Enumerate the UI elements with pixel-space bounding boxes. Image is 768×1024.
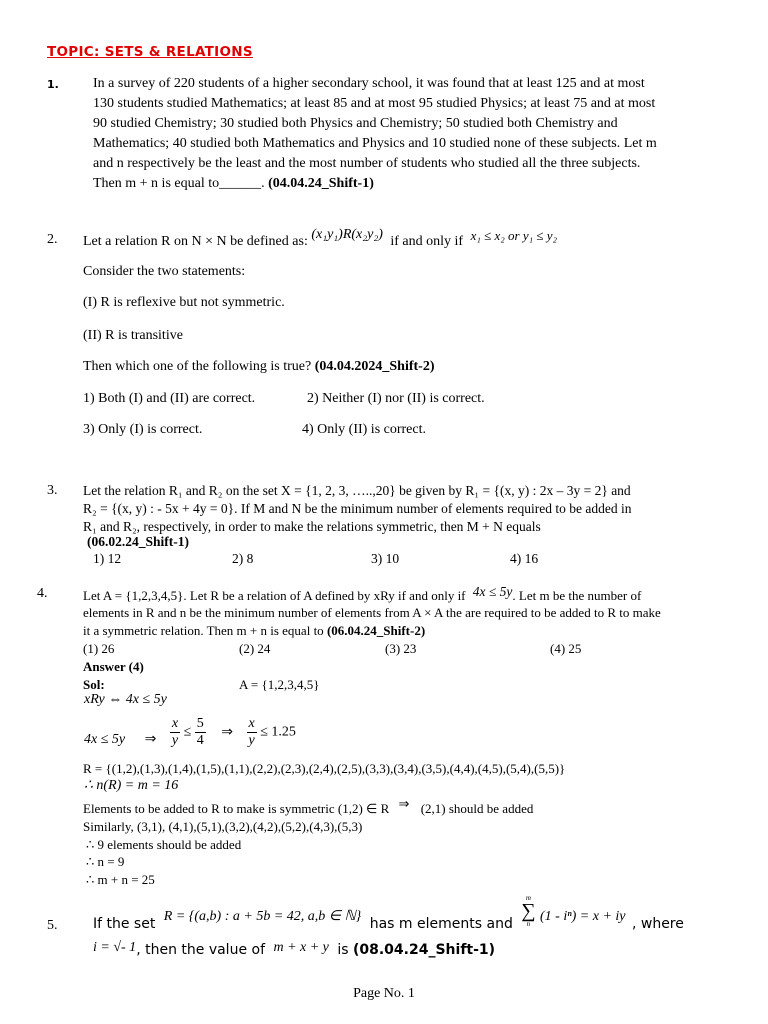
q5-text-e: is (337, 942, 349, 958)
q3-tag (87, 533, 189, 551)
q4-line-3 (83, 622, 425, 639)
q4-line-2: elements in R and n be the minimum number of elements from A × A the are required to be added to R to make (83, 605, 661, 620)
q5-set-expr: R = {(a,b) : a + 5b = 42, a,b ∈ ℕ} (163, 909, 362, 924)
question-1-number: 1. (47, 78, 59, 91)
frac-numerator: x (248, 716, 255, 731)
question-2-stem (83, 225, 743, 249)
q2-condition-expr: x₁ ≤ x₂ or y₁ ≤ y₂ (470, 228, 558, 243)
q4-derivation (84, 716, 296, 749)
q2-tag: (04.04.2024_Shift-2) (314, 359, 435, 374)
q2-option-1: 1) Both (I) and (II) are correct. (83, 391, 256, 406)
question-4-number: 4. (37, 586, 48, 601)
q4-le-125: ≤ 1.25 (260, 724, 296, 740)
q4-therefore-3: ∴ m + n = 25 (86, 872, 155, 887)
q4-ineq: 4x ≤ 5y (84, 731, 126, 747)
implies-icon: ⇒ (221, 724, 233, 740)
q4-therefore-2: ∴ n = 9 (86, 854, 125, 869)
implies-icon: ⇒ (398, 796, 410, 811)
q1-tag: (04.04.24_Shift-1) (268, 176, 374, 191)
q5-text-b: has m elements and (369, 916, 513, 932)
q1-line: In a survey of 220 students of a higher secondary school, it was found that at least 125 and at most (93, 76, 645, 91)
q5-i-expr: i = √- 1 (93, 940, 137, 955)
question-3-text (83, 482, 743, 536)
q3-option-1: 1) 12 (93, 551, 122, 566)
q4-fraction-54 (195, 716, 206, 749)
implies-icon: ⇒ (144, 731, 157, 747)
q2-consider: Consider the two statements: (83, 264, 246, 279)
q4-n-r: ∴ n(R) = m = 16 (84, 778, 179, 793)
q3-option-3: 3) 10 (371, 551, 400, 566)
q4-therefore-1: ∴ 9 elements should be added (86, 837, 242, 852)
question-5-line-1 (93, 894, 753, 934)
topic-heading: TOPIC: SETS & RELATIONS (47, 44, 253, 60)
q2-relation-expr: (x₁y₁)R(x₂y₂) (311, 227, 383, 242)
frac-denominator: y (171, 733, 179, 748)
page-number: Page No. 1 (353, 986, 415, 1001)
question-3-number: 3. (47, 483, 58, 498)
q4-line1-tail: . Let m be the number of (512, 588, 642, 603)
q4-option-1: (1) 26 (83, 641, 115, 656)
q2-option-3: 3) Only (I) is correct. (83, 422, 203, 437)
q4-answer: Answer (4) (83, 659, 144, 674)
q4-line-1 (83, 584, 743, 604)
q4-line3-text: it a symmetric relation. Then m + n is equal to (83, 623, 327, 638)
q1-line: 130 students studied Mathematics; at least 85 and at most 95 studied Physics; at least 75 and at most (93, 96, 656, 111)
q4-fraction-xy (170, 716, 180, 749)
q4-r-set: R = {(1,2),(1,3),(1,4),(1,5),(1,1),(2,2),(2,3),(2,4),(2,5),(3,3),(3,4),(3,5),(4,4),(4,5),(5,4),(5,5)} (83, 761, 566, 776)
question-2-number: 2. (47, 232, 58, 247)
q1-line: 90 studied Chemistry; 30 studied both Physics and Chemistry; 50 studied both Chemistry and (93, 116, 618, 131)
q3-option-4: 4) 16 (510, 551, 539, 566)
q4-option-3: (3) 23 (385, 641, 417, 656)
q4-option-4: (4) 25 (550, 641, 582, 656)
q1-line: and n respectively be the least and the most number of students who studied all the three subjects. (93, 156, 641, 171)
question-5-line-2 (93, 942, 495, 959)
q3-line: R₂ = {(x, y) : - 5x + 4y = 0}. If M and N be the minimum number of elements required to be added in (83, 501, 632, 516)
q5-text-a: If the set (93, 916, 156, 932)
q2-question-text: Then which one of the following is true? (83, 359, 315, 374)
q4-fraction-xy-2 (247, 716, 257, 749)
q2-option-2: 2) Neither (I) nor (II) is correct. (307, 391, 485, 406)
sum-sign: ∑ (521, 900, 536, 922)
q2-question (83, 357, 435, 377)
q4-relation-def: xRy ⇔ 4x ≤ 5y (84, 692, 167, 707)
q4-elements-text: Elements to be added to R to make is symmetric (1,2) ∈ R (83, 801, 390, 816)
q2-statement-2: (II) R is transitive (83, 328, 183, 343)
q3-line: Let the relation R₁ and R₂ on the set X = {1, 2, 3, …..,20} be given by R₁ = {(x, y) : 2x – 3y = 2} and (83, 483, 631, 498)
q4-tag: (06.04.24_Shift-2) (326, 623, 426, 638)
frac-numerator: 5 (196, 716, 204, 731)
q4-elements-tail: (2,1) should be added (420, 801, 534, 816)
question-5-number: 5. (47, 918, 58, 933)
q2-mid: if and only if (390, 234, 464, 249)
q4-solution-label: Sol: (83, 677, 105, 692)
question-1-text (93, 74, 733, 194)
frac-numerator: x (171, 716, 179, 731)
sum-upper-limit: m (525, 894, 531, 902)
q1-last-text: Then m + n is equal to______. (93, 176, 269, 191)
le-sign: ≤ (183, 724, 192, 740)
q4-elements-line (83, 796, 534, 817)
q4-similarly: Similarly, (3,1), (4,1),(5,1),(3,2),(4,2),(5,2),(4,3),(5,3) (83, 819, 363, 834)
q5-text-c: , where (631, 916, 684, 932)
q1-line-last (93, 174, 733, 194)
q4-option-2: (2) 24 (239, 641, 271, 656)
sum-lower-limit: n (526, 920, 531, 928)
q2-intro: Let a relation R on N × N be defined as: (83, 234, 308, 249)
frac-denominator: 4 (196, 733, 204, 748)
q5-sum-expr: (1 - iⁿ) = x + iy (540, 909, 626, 924)
frac-denominator: y (248, 733, 255, 748)
q2-option-4: 4) Only (II) is correct. (302, 422, 427, 437)
q3-tag-text: (06.02.24_Shift-1) (87, 534, 189, 549)
q4-set-a: A = {1,2,3,4,5} (239, 677, 320, 692)
q3-line: R₁ and R₂, respectively, in order to make the relations symmetric, then M + N equals (83, 519, 541, 534)
q4-inequality-expr: 4x ≤ 5y (472, 584, 513, 599)
q2-statement-1: (I) R is reflexive but not symmetric. (83, 295, 285, 310)
q4-line1-text: Let A = {1,2,3,4,5}. Let R be a relation of A defined by xRy if and only if (83, 588, 466, 603)
q1-line: Mathematics; 40 studied both Mathematics and Physics and 10 studied none of these subjects. Let m (93, 136, 657, 151)
q5-value-expr: m + x + y (273, 940, 329, 955)
summation-icon (521, 894, 535, 928)
q3-option-2: 2) 8 (232, 551, 254, 566)
q5-tag: (08.04.24_Shift-1) (352, 942, 496, 958)
q5-text-d: , then the value of (136, 942, 265, 958)
